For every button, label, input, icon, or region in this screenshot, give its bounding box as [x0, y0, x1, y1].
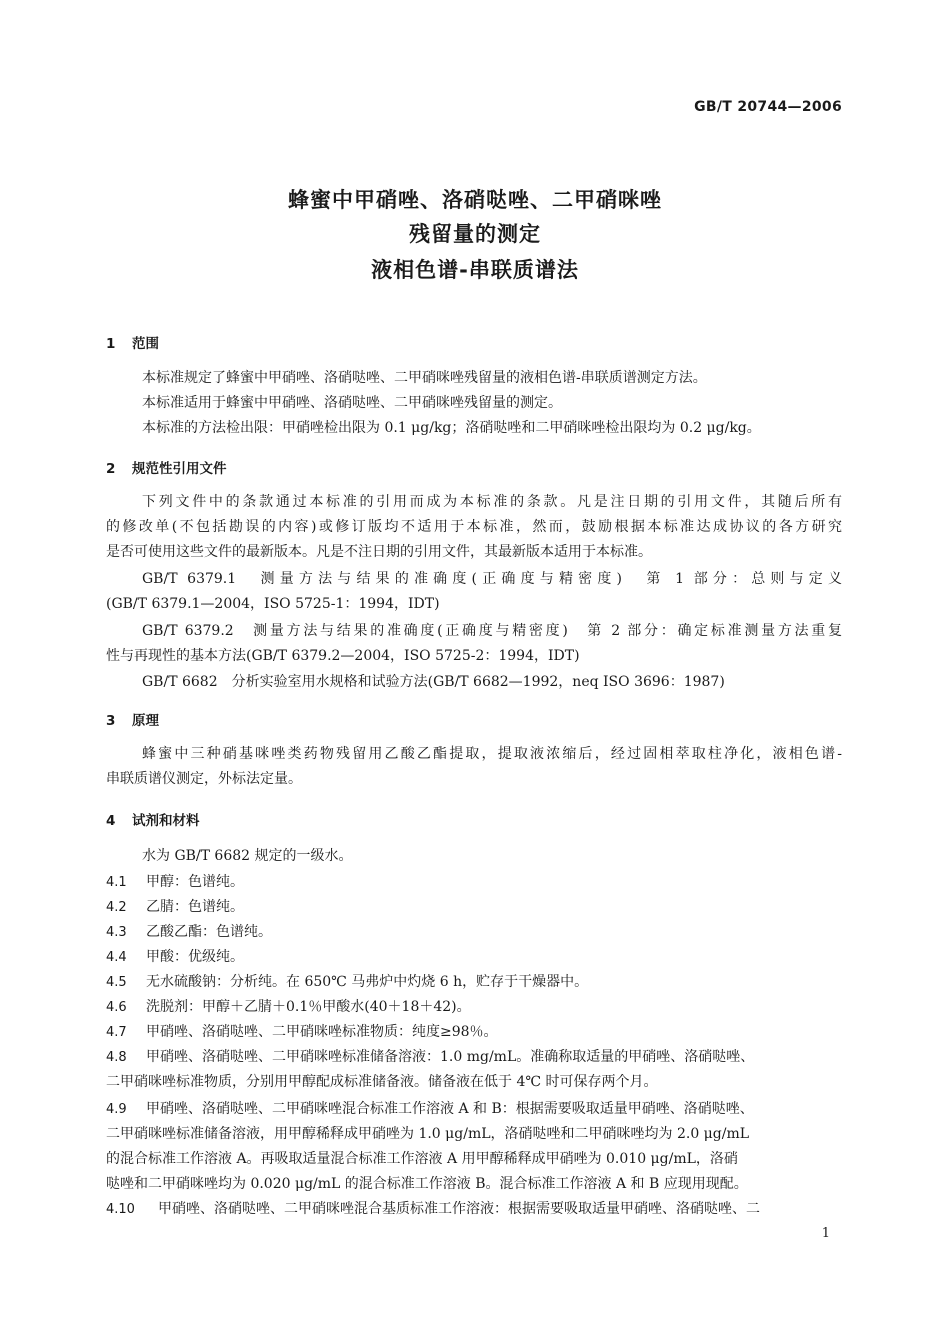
reference-item: GB/T 6379.2 测量方法与结果的准确度(正确度与精密度) 第 2 部分：确定标准测量方法重复 [142, 623, 842, 639]
item-number: 4.10 [106, 1202, 135, 1217]
list-item [106, 1020, 498, 1045]
item-text: 洗脱剂：甲醇＋乙腈＋0.1％甲酸水(40＋18＋42)。 [146, 999, 471, 1015]
item-number: 4.5 [106, 975, 127, 990]
item-number: 4.6 [106, 1000, 127, 1015]
reference-item: (GB/T 6379.1—2004，ISO 5725-1：1994，IDT) [106, 596, 440, 612]
list-item [106, 945, 244, 970]
list-item [106, 870, 244, 895]
paragraph: 下列文件中的条款通过本标准的引用而成为本标准的条款。凡是注日期的引用文件，其随后所有 [142, 494, 842, 510]
paragraph: 本标准的方法检出限：甲硝唑检出限为 0.1 μg/kg；洛硝哒唑和二甲硝咪唑检出限均为 0.2 μg/kg。 [142, 420, 761, 436]
list-item [106, 1097, 754, 1122]
page-number: 1 [821, 1226, 830, 1241]
list-item [106, 995, 471, 1020]
section-title: 规范性引用文件 [132, 461, 227, 477]
list-item [106, 895, 244, 920]
paragraph: 串联质谱仪测定，外标法定量。 [106, 771, 302, 787]
section-number: 3 [106, 713, 116, 729]
section-number: 2 [106, 461, 116, 477]
list-item [106, 970, 588, 995]
item-text: 甲酸：优级纯。 [146, 949, 244, 965]
reference-item: 性与再现性的基本方法(GB/T 6379.2—2004，ISO 5725-2：1994，IDT) [106, 648, 580, 664]
paragraph: 水为 GB/T 6682 规定的一级水。 [142, 848, 353, 864]
paragraph: 的修改单(不包括勘误的内容)或修订版均不适用于本标准，然而，鼓励根据本标准达成协议的各方研究 [106, 519, 842, 535]
item-text: 甲硝唑、洛硝哒唑、二甲硝咪唑混合基质标准工作溶液：根据需要吸取适量甲硝唑、洛硝哒唑、二 [158, 1201, 760, 1217]
item-text: 甲硝唑、洛硝哒唑、二甲硝咪唑标准储备溶液：1.0 mg/mL。准确称取适量的甲硝唑、洛硝哒唑、 [146, 1049, 755, 1065]
item-text: 甲醇：色谱纯。 [146, 874, 244, 890]
section-title: 原理 [132, 713, 159, 729]
paragraph: 本标准规定了蜂蜜中甲硝唑、洛硝哒唑、二甲硝咪唑残留量的液相色谱-串联质谱测定方法。 [142, 370, 707, 386]
paragraph: 是否可使用这些文件的最新版本。凡是不注日期的引用文件，其最新版本适用于本标准。 [106, 544, 652, 560]
list-item-continuation: 二甲硝咪唑标准物质，分别用甲醇配成标准储备液。储备液在低于 4℃ 时可保存两个月。 [106, 1074, 658, 1090]
list-item-continuation: 二甲硝咪唑标准储备溶液，用甲醇稀释成甲硝唑为 1.0 μg/mL，洛硝哒唑和二甲硝咪唑均为 2.0 μg/mL [106, 1126, 750, 1142]
section-3-heading [106, 709, 159, 729]
item-text: 甲硝唑、洛硝哒唑、二甲硝咪唑混合标准工作溶液 A 和 B：根据需要吸取适量甲硝唑、洛硝哒唑、 [146, 1101, 754, 1117]
document-title-line-3: 液相色谱-串联质谱法 [371, 258, 579, 282]
section-title: 范围 [132, 336, 159, 352]
document-title-line-2: 残留量的测定 [409, 222, 541, 246]
item-text: 甲硝唑、洛硝哒唑、二甲硝咪唑标准物质：纯度≥98％。 [146, 1024, 498, 1040]
list-item-continuation: 的混合标准工作溶液 A。再吸取适量混合标准工作溶液 A 用甲醇稀释成甲硝唑为 0.010 μg/mL，洛硝 [106, 1151, 738, 1167]
section-4-heading [106, 809, 200, 829]
item-number: 4.2 [106, 900, 127, 915]
item-number: 4.4 [106, 950, 127, 965]
section-number: 4 [106, 813, 116, 829]
standard-number: GB/T 20744—2006 [694, 99, 842, 115]
list-item-continuation: 哒唑和二甲硝咪唑均为 0.020 μg/mL 的混合标准工作溶液 B。混合标准工作溶液 A 和 B 应现用现配。 [106, 1176, 748, 1192]
section-number: 1 [106, 336, 116, 352]
item-number: 4.3 [106, 925, 127, 940]
item-number: 4.8 [106, 1050, 127, 1065]
item-number: 4.1 [106, 875, 127, 890]
item-text: 无水硫酸钠：分析纯。在 650℃ 马弗炉中灼烧 6 h，贮存于干燥器中。 [146, 974, 589, 990]
section-2-heading [106, 457, 227, 477]
item-number: 4.7 [106, 1025, 127, 1040]
paragraph: 蜂蜜中三种硝基咪唑类药物残留用乙酸乙酯提取，提取液浓缩后，经过固相萃取柱净化，液相色谱- [142, 746, 842, 762]
reference-item: GB/T 6379.1 测量方法与结果的准确度(正确度与精密度) 第 1 部分：总则与定义 [142, 571, 842, 587]
reference-item: GB/T 6682 分析实验室用水规格和试验方法(GB/T 6682—1992，neq ISO 3696：1987) [142, 674, 725, 690]
list-item [106, 920, 272, 945]
item-number: 4.9 [106, 1102, 127, 1117]
item-text: 乙酸乙酯：色谱纯。 [146, 924, 272, 940]
paragraph: 本标准适用于蜂蜜中甲硝唑、洛硝哒唑、二甲硝咪唑残留量的测定。 [142, 395, 562, 411]
item-text: 乙腈：色谱纯。 [146, 899, 244, 915]
document-title-line-1: 蜂蜜中甲硝唑、洛硝哒唑、二甲硝咪唑 [288, 188, 662, 212]
list-item [106, 1197, 760, 1222]
section-1-heading [106, 332, 159, 352]
section-title: 试剂和材料 [132, 813, 200, 829]
list-item [106, 1045, 754, 1070]
